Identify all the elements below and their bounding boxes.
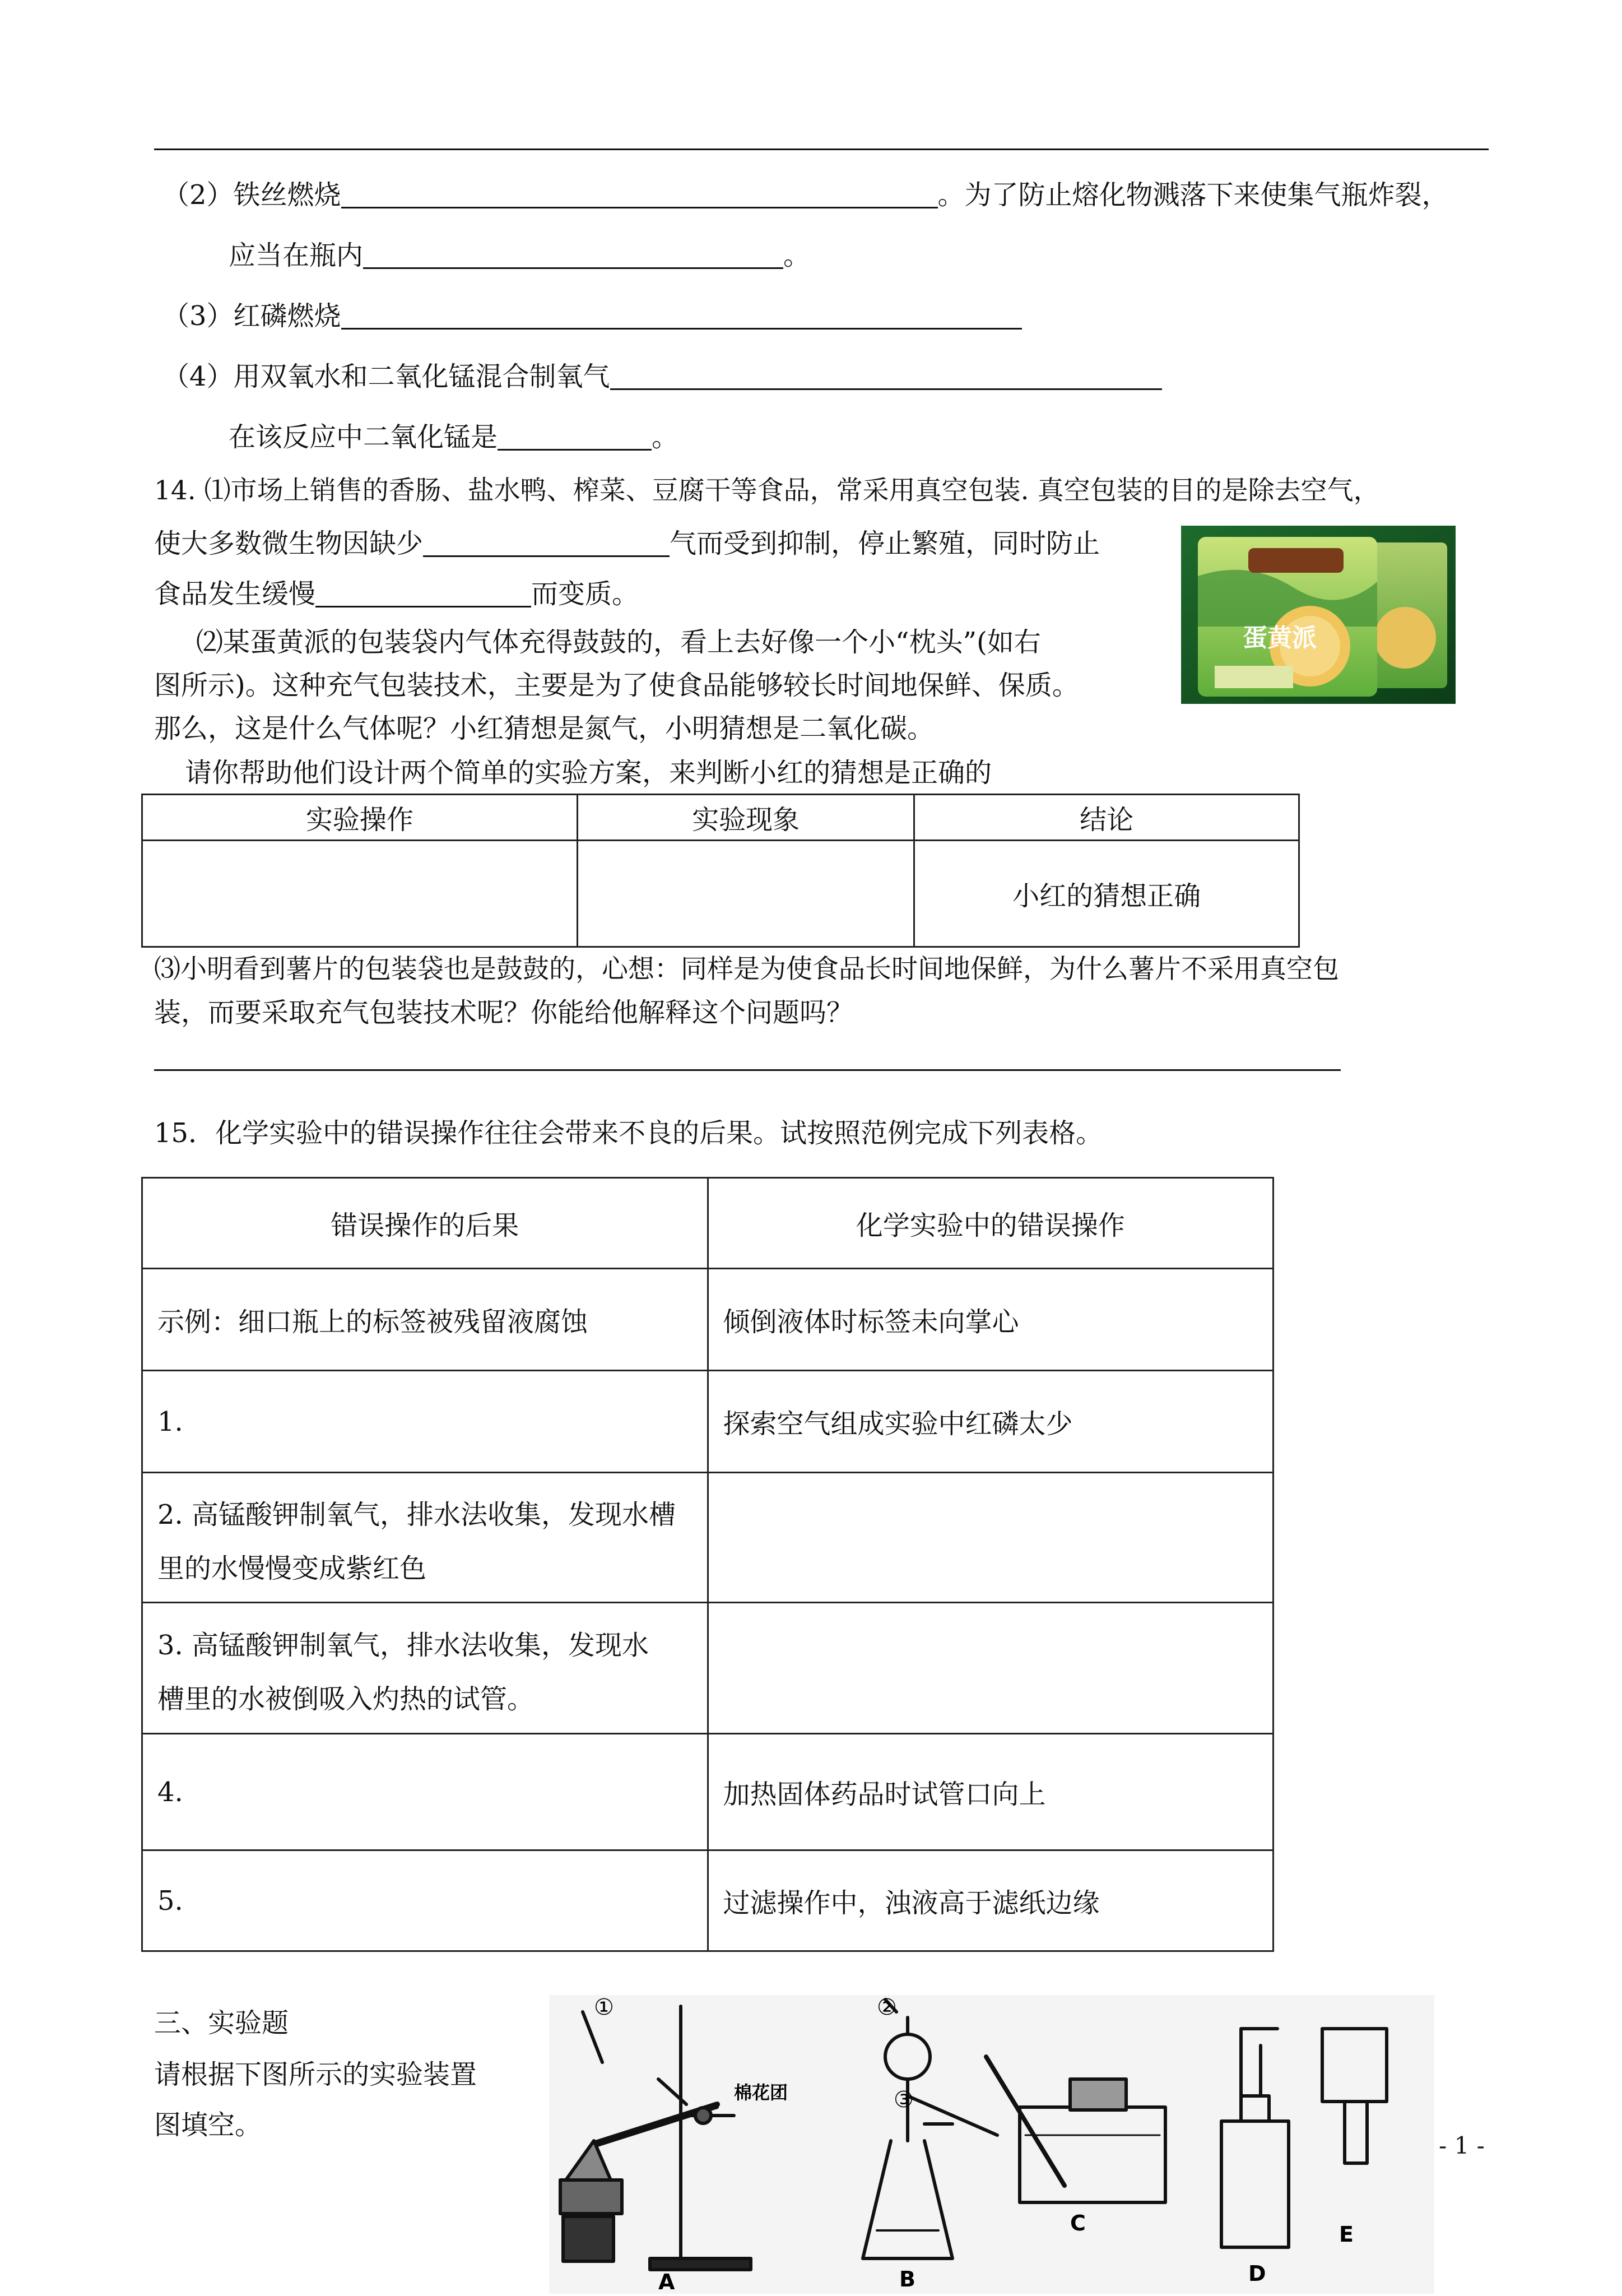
package-brand: 蛋黄派 [1243,624,1317,652]
q15-row3-consequence-line2: 槽里的水被倒吸入灼热的试管。 [157,1683,535,1715]
q15-row4-operation: 加热固体药品时试管口向上 [708,1734,1274,1850]
q15-row5-consequence[interactable]: 5. [142,1850,708,1951]
q14-blank-gas[interactable] [423,528,670,557]
q13-item3-label: （3）红磷燃烧 [162,300,341,332]
q15-intro: 15．化学实验中的错误操作往往会带来不良的后果。试按照范例完成下列表格。 [154,1117,1103,1149]
q15-row2-operation[interactable] [708,1473,1274,1603]
q14-header-phenomenon: 实验现象 [577,795,914,841]
marker-2: ② [877,1995,897,2020]
q14-cell-phenomenon[interactable] [577,841,914,947]
q15-row2-consequence-line1: 2. 高锰酸钾制氧气，排水法收集，发现水槽 [157,1499,676,1530]
q14-line3-suffix: 而变质。 [531,578,639,610]
q13-item4-label: （4）用双氧水和二氧化锰混合制氧气 [162,361,610,392]
section3-text-line1: 请根据下图所示的实验装置 [154,2059,477,2090]
q13-item2-line2-prefix: 应当在瓶内 [229,240,364,271]
marker-1: ① [594,1995,614,2020]
table-row [142,1269,1274,1371]
q14-line7: 请你帮助他们设计两个简单的实验方案，来判断小红的猜想是正确的 [185,757,992,788]
q13-item2-line2-blank[interactable] [363,240,783,269]
package-image [1181,526,1456,704]
label-b: B [899,2267,915,2292]
q15-row3-consequence [142,1603,708,1734]
q13-item4 [162,360,1162,393]
table-row [142,1734,1274,1850]
apparatus-figure [549,1995,1434,2294]
q13-item2-line2 [229,239,810,272]
q14-part3-line2: 装，而要采取充气包装技术呢？你能给他解释这个问题吗？ [154,997,854,1028]
q14-header-operation: 实验操作 [142,795,578,841]
q14-line2-suffix: 气而受到抑制，停止繁殖，同时防止 [670,528,1100,559]
page-number: - 1 - [1439,2132,1485,2159]
q15-table [141,1177,1274,1952]
q15-row2-consequence [142,1473,708,1603]
q15-header-operation: 化学实验中的错误操作 [708,1178,1274,1269]
q13-item4-line2-suffix: 。 [652,421,679,453]
q15-row5-operation: 过滤操作中，浊液高于滤纸边缘 [708,1850,1274,1951]
q14-line5: 图所示)。这种充气包装技术，主要是为了使食品能够较长时间地保鲜、保质。 [154,670,1079,701]
q14-header-conclusion: 结论 [914,795,1299,841]
q15-row1-operation: 探索空气组成实验中红磷太少 [708,1371,1274,1473]
q15-row1-consequence[interactable]: 1. [142,1371,708,1473]
table-row [142,1473,1274,1603]
q15-row0-operation: 倾倒液体时标签未向掌心 [708,1269,1274,1371]
label-c: C [1070,2211,1086,2235]
q13-item2-label: （2）铁丝燃烧 [162,179,341,211]
q14-line2-prefix: 使大多数微生物因缺少 [154,528,424,559]
q14-blank-reaction[interactable] [315,579,531,607]
q14-line4: ⑵某蛋黄派的包装袋内气体充得鼓鼓的，看上去好像一个小“枕头”(如右 [196,627,1041,658]
q13-item4-line2-blank[interactable] [498,422,652,451]
apparatus-diagram [549,1995,1434,2294]
label-e: E [1339,2222,1354,2247]
q15-row2-consequence-line2: 里的水慢慢变成紫红色 [157,1552,427,1584]
section3-text-line2: 图填空。 [154,2109,262,2141]
q14-line6: 那么，这是什么气体呢？小红猜想是氮气，小明猜想是二氧化碳。 [154,713,935,744]
marker-3: ③ [894,2087,914,2113]
q13-item2-line2-suffix: 。 [783,240,811,271]
cotton-label: 棉花团 [734,2082,788,2103]
table-row [142,1850,1274,1951]
section3-title: 三、实验题 [154,2007,289,2039]
q14-line3 [154,577,639,611]
q15-row4-consequence[interactable]: 4. [142,1734,708,1850]
table-row [142,1371,1274,1473]
q14-part3-line1: ⑶小明看到薯片的包装袋也是鼓鼓的，心想：同样是为使食品长时间地保鲜，为什么薯片不采用真空包 [154,954,1339,985]
q14-experiment-table [141,794,1300,948]
q14-answer-line[interactable] [154,1069,1341,1071]
q13-item2 [162,178,1449,212]
q14-line1: 14. ⑴市场上销售的香肠、盐水鸭、榨菜、豆腐干等食品，常采用真空包装. 真空包装的目的是除去空气， [154,475,1380,506]
q14-cell-operation[interactable] [142,841,578,947]
package-illustration [1181,526,1456,704]
q15-row0-consequence: 示例：细口瓶上的标签被残留液腐蚀 [142,1269,708,1371]
q13-item3-blank[interactable] [341,301,1022,330]
q15-header-consequence: 错误操作的后果 [142,1178,708,1269]
q14-line3-prefix: 食品发生缓慢 [154,578,316,610]
q13-item2-suffix: 。为了防止熔化物溅落下来使集气瓶炸裂， [937,179,1449,211]
q13-item4-line2-prefix: 在该反应中二氧化锰是 [229,421,498,453]
q15-row3-operation[interactable] [708,1603,1274,1734]
q14-cell-conclusion: 小红的猜想正确 [914,841,1299,947]
q13-item4-blank[interactable] [610,361,1162,390]
header-rule [154,149,1489,150]
q13-item2-blank[interactable] [341,180,938,208]
q13-item4-line2 [229,420,678,454]
q15-row3-consequence-line1: 3. 高锰酸钾制氧气，排水法收集，发现水 [157,1629,649,1661]
label-a: A [658,2270,675,2294]
q13-item3 [162,299,1022,333]
q14-line2 [154,527,1100,560]
table-row [142,1603,1274,1734]
label-d: D [1248,2261,1266,2286]
